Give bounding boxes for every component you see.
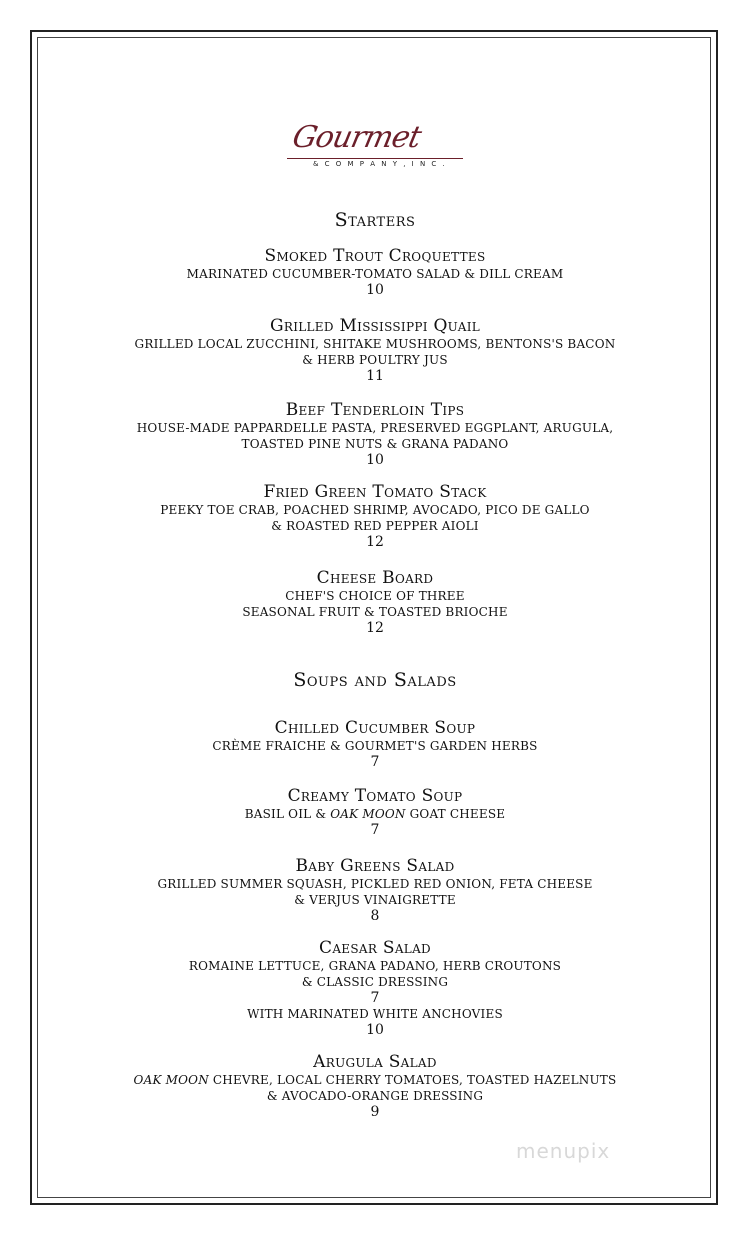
item-name: Fried Green Tomato Stack — [263, 482, 487, 502]
desc-text: GOAT CHEESE — [405, 807, 506, 821]
item-name: Baby Greens Salad — [295, 856, 455, 876]
item-description: GRILLED LOCAL ZUCCHINI, SHITAKE MUSHROOMS, BENTONS'S BACON — [134, 337, 616, 351]
item-description: & ROASTED RED PEPPER AIOLI — [271, 519, 479, 533]
menu-item — [40, 1052, 710, 1120]
menu-item — [40, 246, 710, 298]
item-name: Grilled Mississippi Quail — [269, 316, 480, 336]
gourmet-logo — [285, 118, 470, 188]
item-price: 10 — [366, 282, 384, 298]
item-name: Chilled Cucumber Soup — [274, 718, 476, 738]
item-description — [40, 1072, 710, 1088]
menu-item — [40, 482, 710, 550]
item-price: 7 — [370, 754, 380, 770]
item-name: Caesar Salad — [319, 938, 431, 958]
menu-item — [40, 316, 710, 384]
menu-content — [40, 208, 710, 1120]
item-description: MARINATED CUCUMBER-TOMATO SALAD & DILL CREAM — [186, 267, 564, 281]
item-description: & AVOCADO-ORANGE DRESSING — [266, 1089, 484, 1103]
item-description: & VERJUS VINAIGRETTE — [294, 893, 456, 907]
item-description: GRILLED SUMMER SQUASH, PICKLED RED ONION, FETA CHEESE — [157, 877, 593, 891]
item-extra-description: WITH MARINATED WHITE ANCHOVIES — [247, 1007, 503, 1021]
menu-item — [40, 400, 710, 468]
item-price: 9 — [370, 1104, 380, 1120]
menu-item — [40, 718, 710, 770]
menu-item — [40, 568, 710, 636]
menu-item — [40, 856, 710, 924]
menupix-watermark: menupix — [516, 1139, 611, 1163]
item-description: SEASONAL FRUIT & TOASTED BRIOCHE — [242, 605, 508, 619]
item-name: Arugula Salad — [313, 1052, 437, 1072]
item-description: CHEF'S CHOICE OF THREE — [285, 589, 465, 603]
item-description: CRÈME FRAICHE & GOURMET'S GARDEN HERBS — [212, 739, 538, 753]
desc-text: BASIL OIL & — [244, 807, 331, 821]
item-price: 12 — [366, 620, 384, 636]
item-description: & CLASSIC DRESSING — [301, 975, 449, 989]
desc-italic-text: OAK MOON — [330, 807, 406, 821]
section-title-starters: Starters — [334, 209, 416, 231]
item-description: HOUSE-MADE PAPPARDELLE PASTA, PRESERVED EGGPLANT, ARUGULA, — [136, 421, 614, 435]
item-description: & HERB POULTRY JUS — [302, 353, 448, 367]
item-description: ROMAINE LETTUCE, GRANA PADANO, HERB CROUTONS — [188, 959, 562, 973]
desc-text: CHEVRE, LOCAL CHERRY TOMATOES, TOASTED HAZELNUTS — [208, 1073, 617, 1087]
item-price: 11 — [366, 368, 384, 384]
item-description: PEEKY TOE CRAB, POACHED SHRIMP, AVOCADO, PICO DE GALLO — [160, 503, 590, 517]
item-name: Smoked Trout Croquettes — [264, 246, 486, 266]
item-price: 10 — [366, 452, 384, 468]
item-price: 7 — [370, 990, 380, 1006]
item-price: 7 — [370, 822, 380, 838]
menu-item — [40, 786, 710, 838]
item-name: Beef Tenderloin Tips — [285, 400, 465, 420]
menu-item — [40, 938, 710, 1038]
section-title-soups-and-salads: Soups and Salads — [293, 669, 457, 691]
item-description — [40, 806, 710, 822]
logo-subtitle: & C O M P A N Y , I N C . — [313, 160, 447, 168]
item-extra-price: 10 — [366, 1022, 384, 1038]
item-name: Cheese Board — [316, 568, 434, 588]
item-price: 8 — [370, 908, 380, 924]
logo-script-text: Gourmet — [289, 120, 424, 155]
item-description: TOASTED PINE NUTS & GRANA PADANO — [241, 437, 509, 451]
desc-italic-text: OAK MOON — [133, 1073, 209, 1087]
logo-underline — [287, 158, 463, 159]
item-name: Creamy Tomato Soup — [287, 786, 463, 806]
item-price: 12 — [366, 534, 384, 550]
